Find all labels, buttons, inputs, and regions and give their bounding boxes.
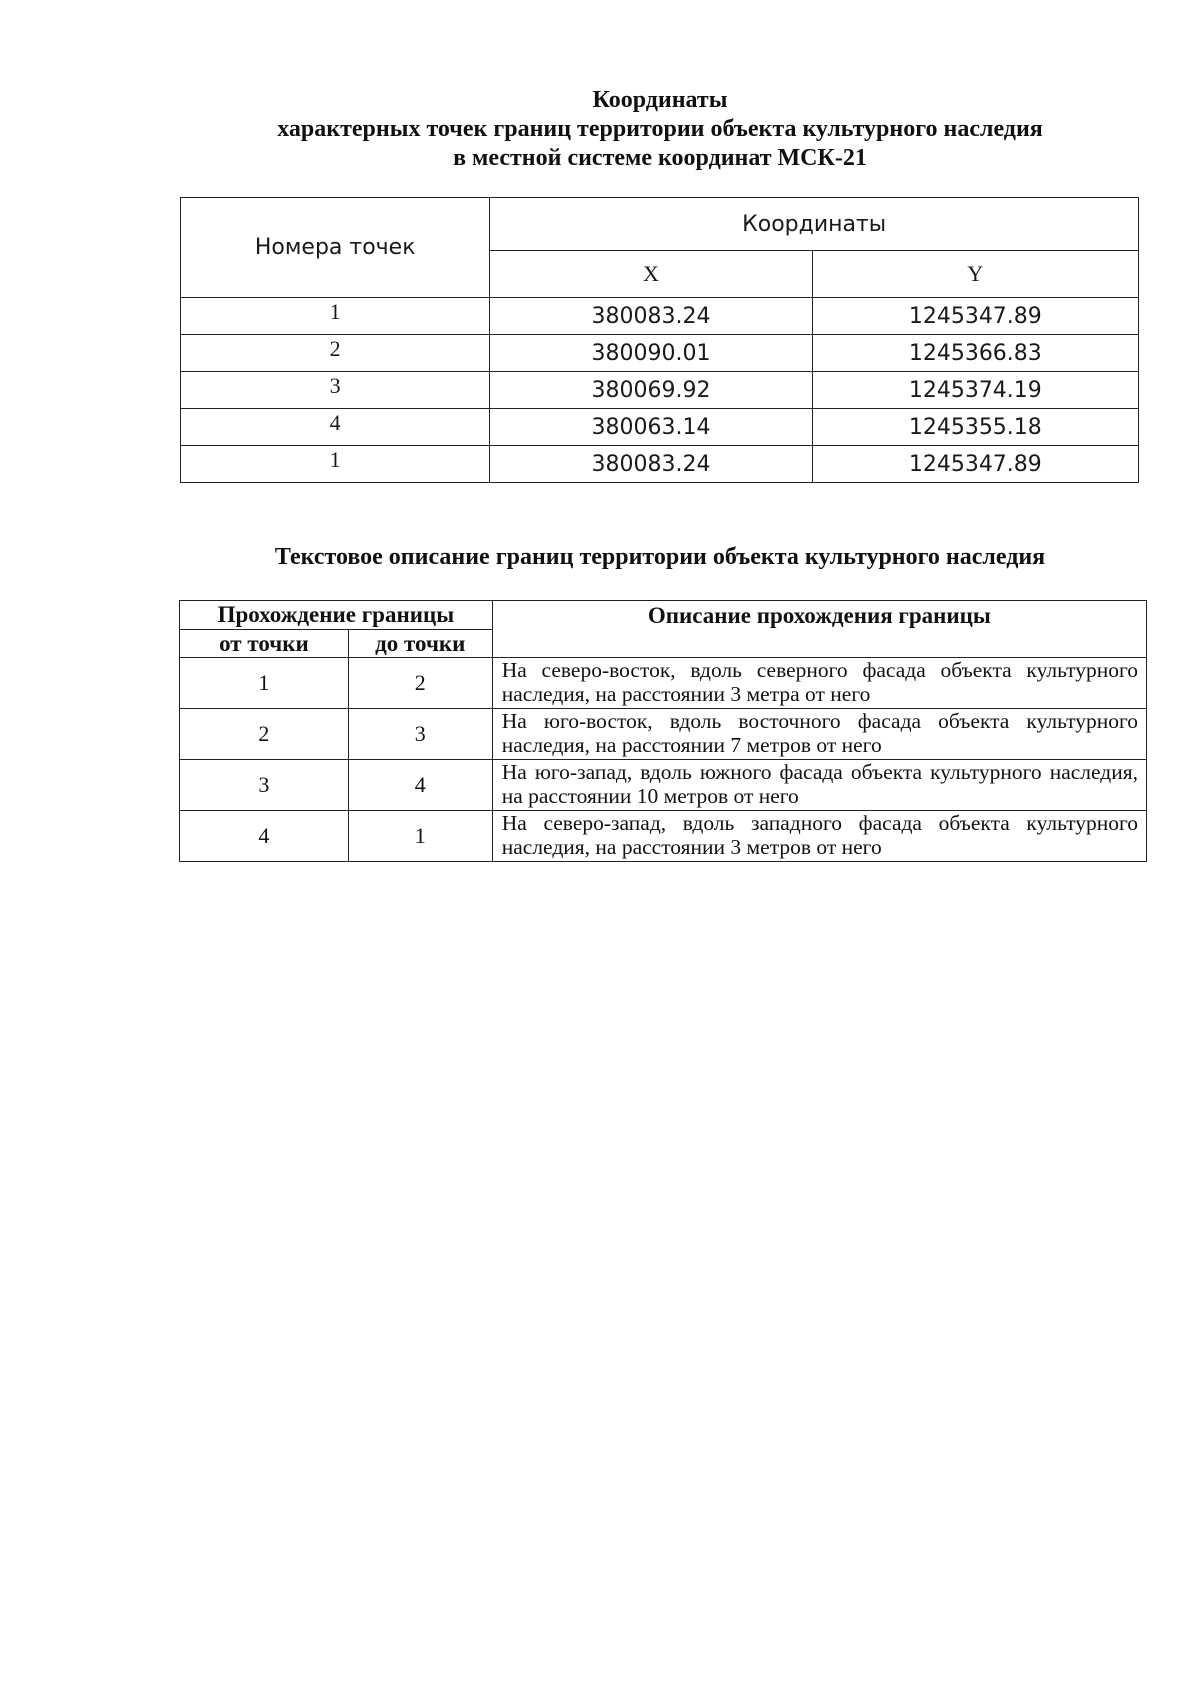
coord-point: 4 — [181, 409, 490, 446]
coord-x: 380069.92 — [490, 372, 812, 409]
to-point: 2 — [348, 658, 492, 709]
title-line-3: в местной системе координат МСК-21 — [453, 145, 867, 171]
coord-point: 1 — [181, 446, 490, 483]
coord-y: 1245366.83 — [812, 335, 1138, 372]
to-point: 1 — [348, 811, 492, 862]
coord-row — [181, 372, 1139, 409]
header-y: Y — [812, 251, 1138, 298]
coord-x: 380090.01 — [490, 335, 812, 372]
description-row — [180, 760, 1147, 811]
header-to-point: до точки — [348, 630, 492, 658]
header-description: Описание прохождения границы — [492, 601, 1146, 658]
coord-y: 1245355.18 — [812, 409, 1138, 446]
coord-y: 1245347.89 — [812, 446, 1138, 483]
coord-row — [181, 446, 1139, 483]
boundary-description: На юго-запад, вдоль южного фасада объекта культурного наследия, на расстоянии 10 метров от него — [492, 760, 1146, 811]
description-table — [179, 600, 1147, 862]
header-x: X — [490, 251, 812, 298]
header-from-point: от точки — [180, 630, 349, 658]
boundary-description: На северо-восток, вдоль северного фасада объекта культурного наследия, на расстоянии 3 метра от него — [492, 658, 1146, 709]
boundary-description: На юго-восток, вдоль восточного фасада объекта культурного наследия, на расстоянии 7 метров от него — [492, 709, 1146, 760]
coord-point: 3 — [181, 372, 490, 409]
from-point: 3 — [180, 760, 349, 811]
coord-x: 380063.14 — [490, 409, 812, 446]
from-point: 4 — [180, 811, 349, 862]
to-point: 3 — [348, 709, 492, 760]
description-row — [180, 658, 1147, 709]
coord-y: 1245347.89 — [812, 298, 1138, 335]
coord-point: 2 — [181, 335, 490, 372]
title-line-1: Координаты — [592, 87, 728, 113]
to-point: 4 — [348, 760, 492, 811]
header-coordinates: Координаты — [490, 198, 1139, 251]
coord-row — [181, 409, 1139, 446]
description-row — [180, 709, 1147, 760]
description-row — [180, 811, 1147, 862]
from-point: 2 — [180, 709, 349, 760]
title-line-2: характерных точек границ территории объекта культурного наследия — [277, 116, 1043, 142]
coord-x: 380083.24 — [490, 298, 812, 335]
document-title — [180, 86, 1140, 173]
header-passage: Прохождение границы — [180, 601, 493, 630]
coord-row — [181, 298, 1139, 335]
from-point: 1 — [180, 658, 349, 709]
boundary-description: На северо-запад, вдоль западного фасада объекта культурного наследия, на расстоянии 3 метров от него — [492, 811, 1146, 862]
header-point-numbers: Номера точек — [181, 198, 490, 298]
coord-row — [181, 335, 1139, 372]
coordinates-table — [180, 197, 1139, 483]
coord-x: 380083.24 — [490, 446, 812, 483]
section-title-description: Текстовое описание границ территории объекта культурного наследия — [274, 544, 1046, 570]
coord-y: 1245374.19 — [812, 372, 1138, 409]
coord-point: 1 — [181, 298, 490, 335]
